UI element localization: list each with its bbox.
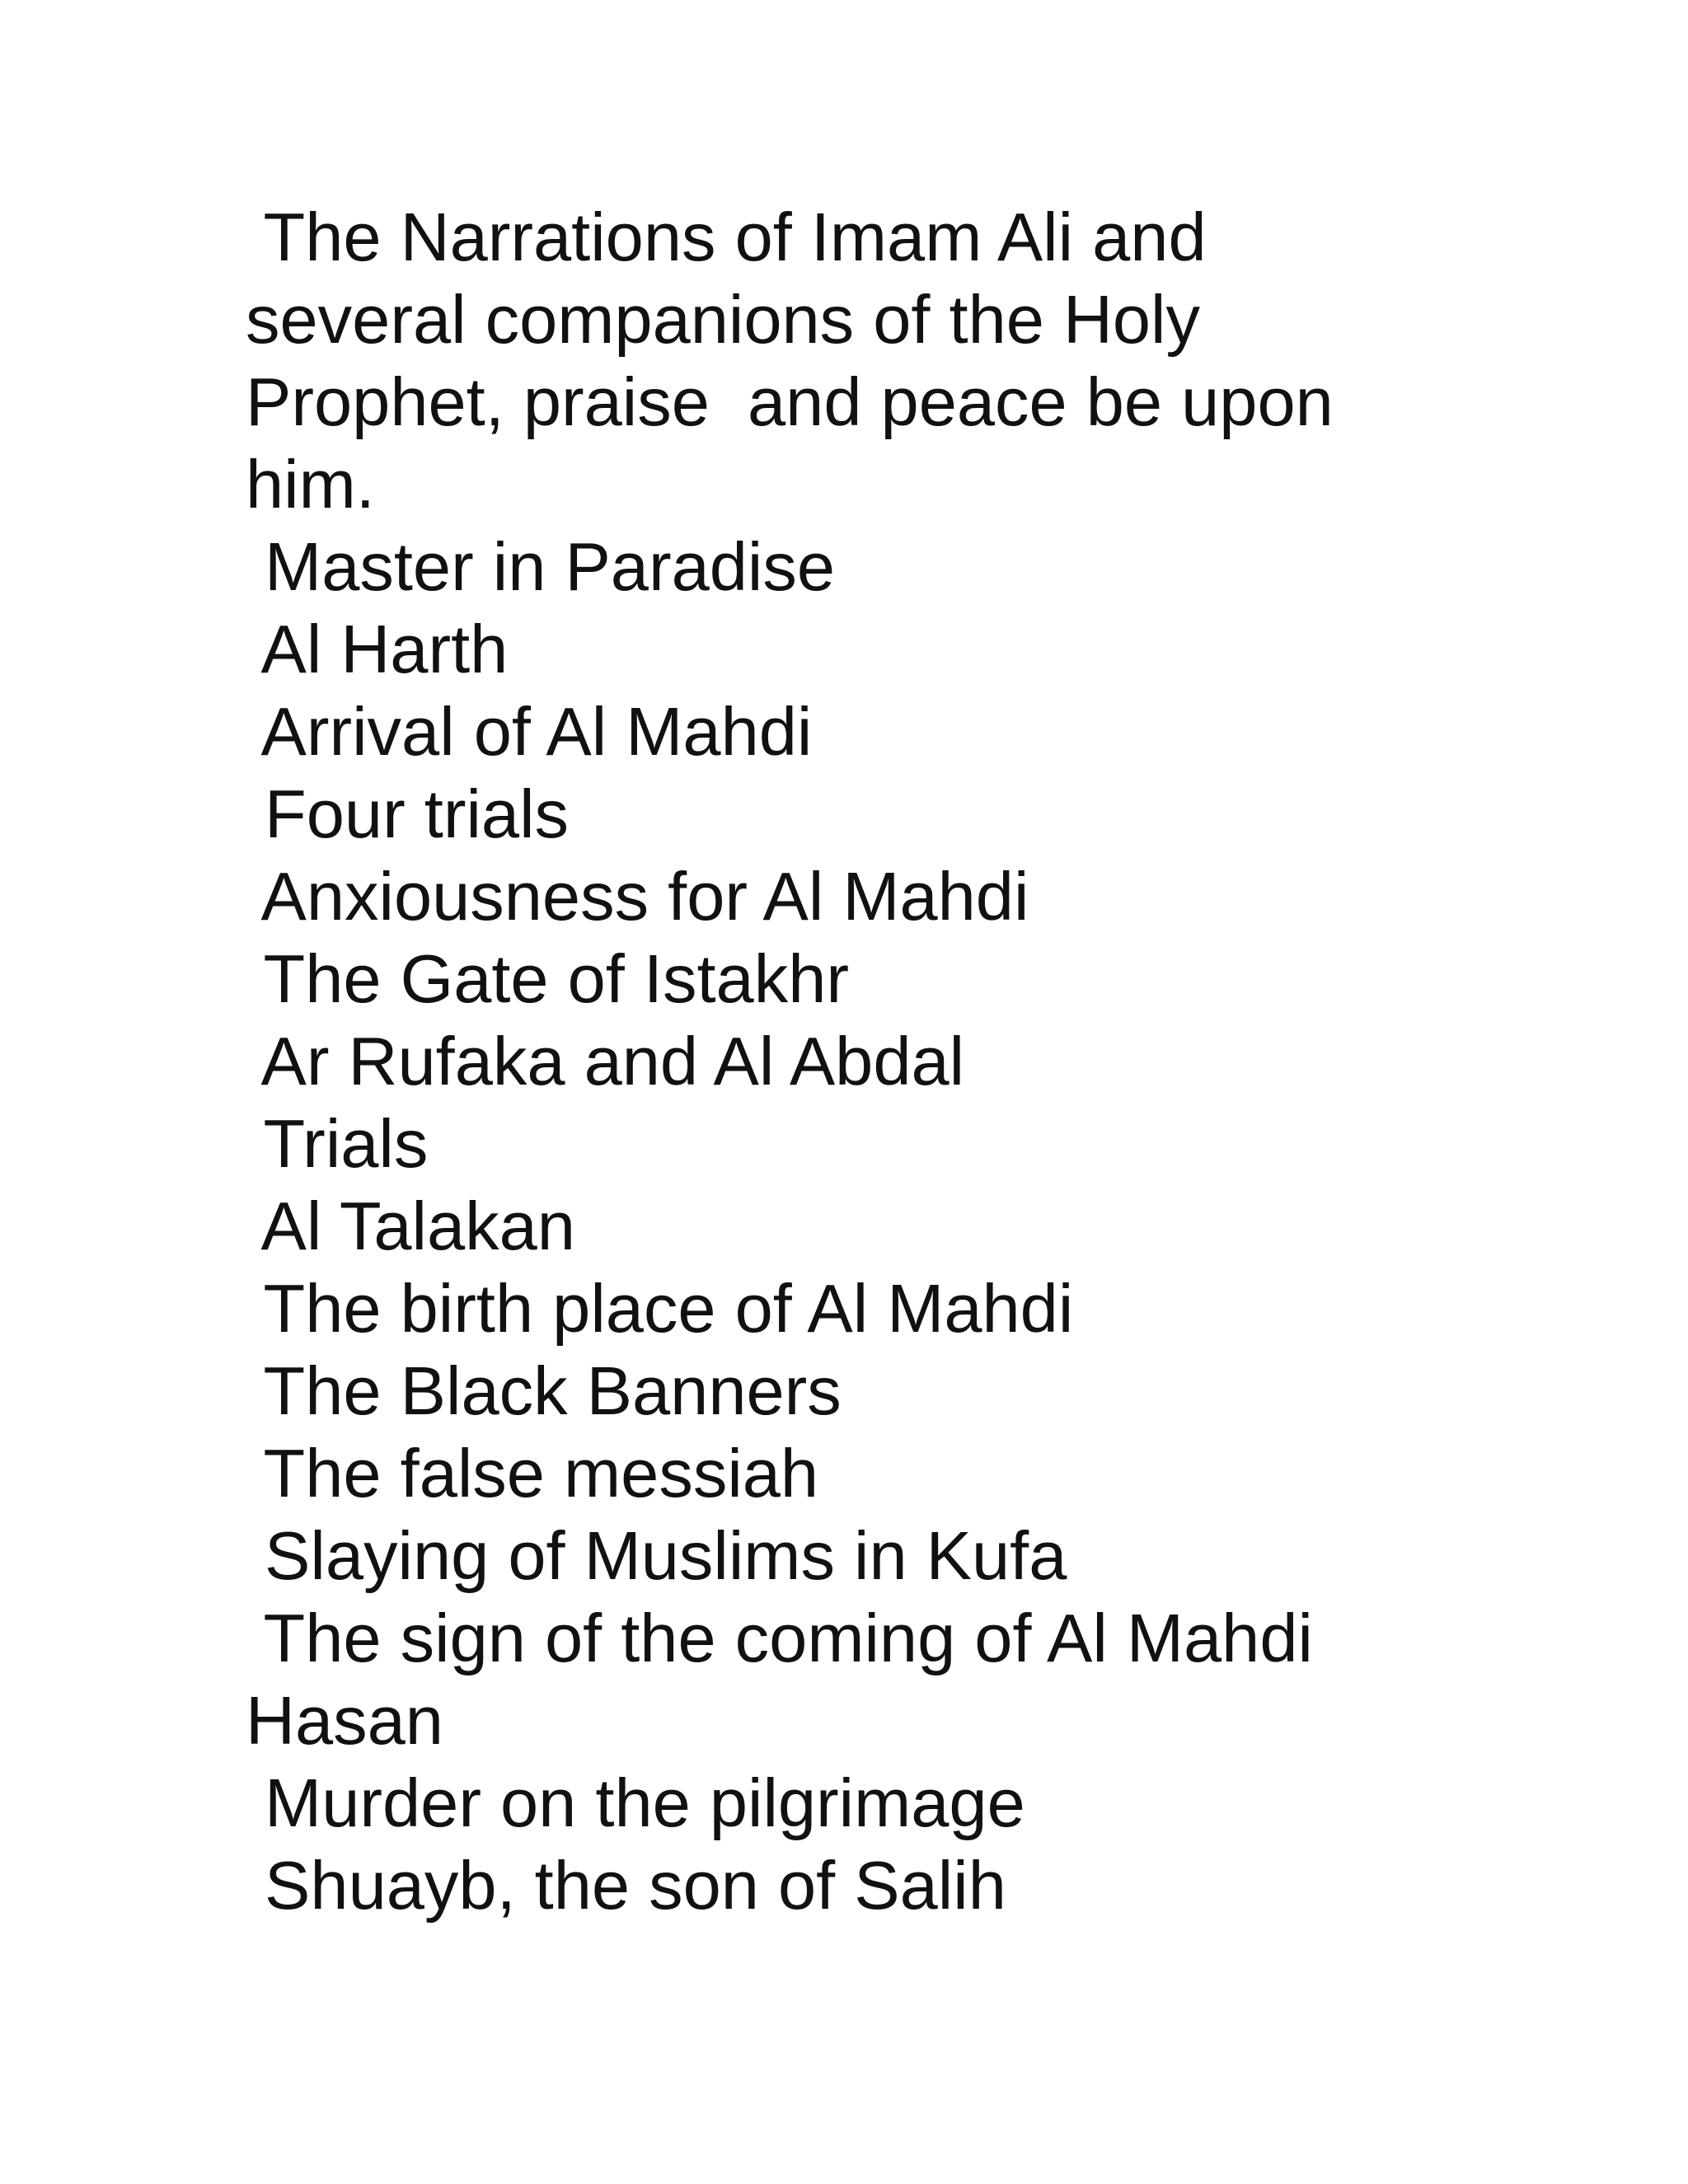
heading-line: Prophet, praise and peace be upon: [246, 363, 1334, 440]
topic-item: Ar Rufaka and Al Abdal: [246, 1023, 965, 1099]
topic-item: The Black Banners: [246, 1352, 842, 1429]
topic-item: The Gate of Istakhr: [246, 940, 850, 1017]
topic-item: The birth place of Al Mahdi: [246, 1270, 1074, 1347]
topic-item: Slaying of Muslims in Kufa: [246, 1517, 1067, 1594]
topic-item: Al Harth: [246, 611, 509, 687]
topic-item: The sign of the coming of Al Mahdi: [246, 1600, 1313, 1676]
topic-item: Murder on the pilgrimage: [246, 1765, 1025, 1841]
topic-item: Hasan: [246, 1682, 443, 1759]
document-heading: [246, 196, 1416, 526]
topic-item: Trials: [246, 1105, 429, 1182]
topic-item: Shuayb, the son of Salih: [246, 1847, 1006, 1924]
page-content: [246, 196, 1416, 1927]
topic-item: Four trials: [246, 776, 570, 852]
topic-item: Anxiousness for Al Mahdi: [246, 858, 1029, 935]
topic-list: [246, 526, 1416, 1927]
heading-line: several companions of the Holy: [246, 281, 1200, 358]
topic-item: Al Talakan: [246, 1188, 575, 1264]
topic-item: Master in Paradise: [246, 528, 836, 605]
topic-item: The false messiah: [246, 1435, 819, 1511]
topic-item: Arrival of Al Mahdi: [246, 693, 813, 770]
heading-line: The Narrations of Imam Ali and: [246, 199, 1207, 275]
heading-line: him.: [246, 446, 375, 523]
